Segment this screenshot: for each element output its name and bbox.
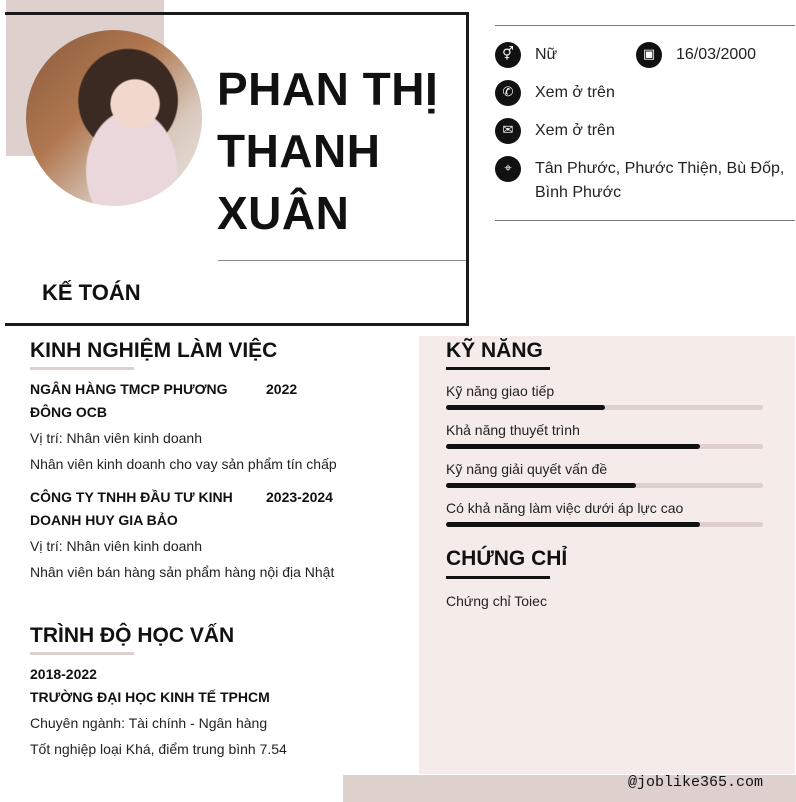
watermark: @joblike365.com <box>627 774 763 791</box>
experience-company-1: NGÂN HÀNG TMCP PHƯƠNG ĐÔNG OCB <box>30 381 228 420</box>
skill-label-4: Có khả năng làm việc dưới áp lực cao <box>446 500 684 516</box>
skill-fill <box>446 444 700 449</box>
experience-title: KINH NGHIỆM LÀM VIỆC <box>30 339 278 362</box>
experience-underline <box>30 367 134 370</box>
experience-position-1: Vị trí: Nhân viên kinh doanh <box>30 430 202 446</box>
gender-icon: ⚥ <box>495 42 521 68</box>
experience-period-1: 2022 <box>266 381 298 397</box>
skill-bar-4 <box>446 522 763 527</box>
location-icon: ⌖ <box>495 156 521 182</box>
skill-bar-1 <box>446 405 763 410</box>
experience-period-2: 2023-2024 <box>266 489 333 505</box>
phone-icon: ✆ <box>495 80 521 106</box>
calendar-icon: ▣ <box>636 42 662 68</box>
certificates-title: CHỨNG CHỈ <box>446 547 568 570</box>
skill-label-1: Kỹ năng giao tiếp <box>446 383 555 399</box>
education-major: Chuyên ngành: Tài chính - Ngân hàng <box>30 715 268 731</box>
education-school: TRƯỜNG ĐẠI HỌC KINH TẾ TPHCM <box>30 689 270 705</box>
name-divider <box>218 260 466 261</box>
skill-label-3: Kỹ năng giải quyết vấn đề <box>446 461 608 477</box>
header-frame-bottom <box>5 323 469 326</box>
mail-icon: ✉ <box>495 118 521 144</box>
avatar <box>26 30 202 206</box>
skill-bar-3 <box>446 483 763 488</box>
skills-title: KỸ NĂNG <box>446 339 543 362</box>
job-title: KẾ TOÁN <box>42 280 141 305</box>
certificates-underline <box>446 576 550 579</box>
education-underline <box>30 652 134 655</box>
experience-position-2: Vị trí: Nhân viên kinh doanh <box>30 538 202 554</box>
candidate-name: PHAN THỊ THANH XUÂN <box>217 63 439 239</box>
experience-description-1: Nhân viên kinh doanh cho vay sản phẩm tín chấp <box>30 456 337 472</box>
contact-gender: ⚥ Nữ <box>495 43 557 68</box>
certificate-item: Chứng chỉ Toiec <box>446 593 547 609</box>
education-result: Tốt nghiệp loại Khá, điểm trung bình 7.54 <box>30 741 287 757</box>
skill-bar-2 <box>446 444 763 449</box>
education-title: TRÌNH ĐỘ HỌC VẤN <box>30 624 235 647</box>
skill-fill <box>446 483 636 488</box>
contact-email: ✉ Xem ở trên <box>495 119 615 144</box>
experience-company-2: CÔNG TY TNHH ĐẦU TƯ KINH DOANH HUY GIA BẢO <box>30 489 233 528</box>
skill-fill <box>446 405 605 410</box>
skills-underline <box>446 367 550 370</box>
contact-phone: ✆ Xem ở trên <box>495 81 615 106</box>
skill-fill <box>446 522 700 527</box>
contact-address: ⌖ Tân Phước, Phước Thiện, Bù Đốp, Bình Phước <box>495 157 784 205</box>
contact-birthday: ▣ 16/03/2000 <box>636 43 756 68</box>
experience-description-2: Nhân viên bán hàng sản phẩm hàng nội địa Nhật <box>30 564 335 580</box>
skill-label-2: Khả năng thuyết trình <box>446 422 580 438</box>
education-period: 2018-2022 <box>30 666 97 682</box>
